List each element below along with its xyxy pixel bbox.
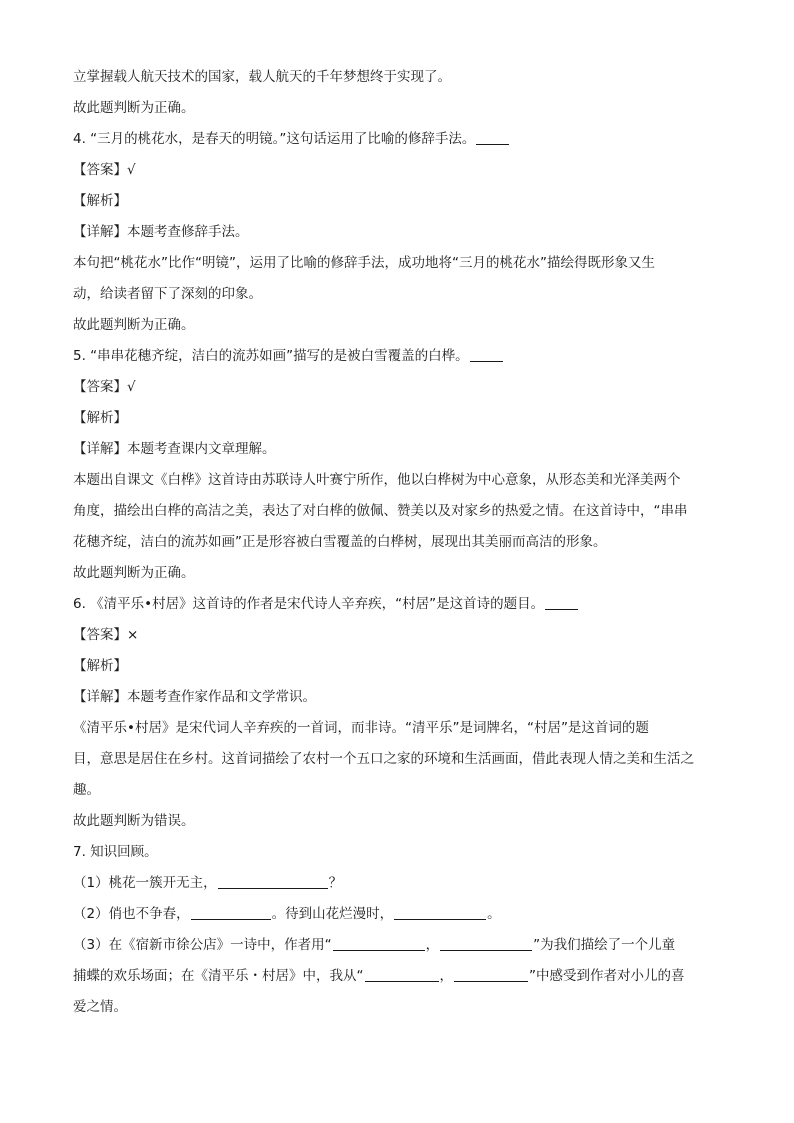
q4-question-text: 4. “三月的桃花水，是春天的明镜。”这句话运用了比喻的修辞手法。 [73, 131, 476, 147]
q6-answer [73, 620, 723, 651]
q5-explain-2: 角度，描绘出白桦的高洁之美，表达了对白桦的倣佩、赞美以及对家乡的热爱之情。在这首诗中，“串串 [73, 503, 688, 519]
q7-item-3-text-c: ”为我们描绘了一个儿童 [533, 937, 676, 953]
q7-item-3-blank-4 [454, 967, 528, 982]
q7-item-2-text-a: （2）俏也不争春， [73, 906, 190, 922]
q4-answer-label: 【答案】 [73, 162, 127, 178]
q5-explain-3: 花穗齐绽，洁白的流苏如画”正是形容被白雪覆盖的白桦树，展现出其美丽而高洁的形象。 [73, 534, 607, 550]
q6-conclusion: 故此题判断为错误。 [73, 813, 195, 829]
q7-item-3-line-2 [73, 961, 723, 992]
q7-item-3-line-1 [73, 930, 723, 961]
intro-conclusion: 故此题判断为正确。 [73, 100, 195, 116]
q7-item-3-blank-1 [333, 936, 425, 951]
q7-item-3-text-a: （3）在《宿新市徐公店》一诗中，作者用“ [73, 937, 332, 953]
q5-explain-1: 本题出自课文《白桦》这首诗由苏联诗人叶赛宁所作，他以白桦树为中心意象，从形态美和光泽美两个 [73, 472, 681, 488]
q5-answer-value: √ [127, 379, 136, 395]
q6-answer-value: × [127, 627, 139, 643]
q5-answer-blank [470, 347, 503, 362]
q6-analysis-label: 【解析】 [73, 658, 127, 674]
q7-item-3-line-3: 爱之情。 [73, 999, 127, 1015]
q6-detail-label: 【详解】 [73, 689, 127, 705]
q7-item-2 [73, 899, 723, 930]
q6-question-text: 6. 《清平乐•村居》这首诗的作者是宋代诗人辛弃疾，“村居”是这首诗的题目。 [73, 596, 545, 612]
q4-analysis-label: 【解析】 [73, 193, 127, 209]
q4-conclusion: 故此题判断为正确。 [73, 317, 195, 333]
q6-explain-3: 趣。 [73, 782, 100, 798]
q5-answer-label: 【答案】 [73, 379, 127, 395]
q7-item-2-text-b: 。待到山花烂漫时， [271, 906, 394, 922]
q4-answer-value: √ [127, 162, 136, 178]
q4-explain-1: 本句把“桃花水”比作“明镜”，运用了比喻的修辞手法，成功地将“三月的桃花水”描绘得既形象又生 [73, 255, 655, 271]
q7-item-3-text-f: ”中感受到作者对小儿的喜 [529, 968, 685, 984]
q6-question [73, 589, 723, 620]
q7-item-2-blank-2 [394, 905, 486, 920]
q7-item-2-text-c: 。 [487, 906, 501, 922]
q7-item-1-text-a: （1）桃花一簇开无主， [73, 875, 217, 891]
q5-question-text: 5. “串串花穗齐绽，洁白的流苏如画”描写的是被白雪覆盖的白桦。 [73, 348, 469, 364]
q4-detail-text: 本题考查修辞手法。 [127, 224, 249, 240]
q5-conclusion: 故此题判断为正确。 [73, 565, 195, 581]
q6-detail-text: 本题考查作家作品和文学常识。 [127, 689, 316, 705]
q6-answer-label: 【答案】 [73, 627, 127, 643]
q7-item-1-text-b: ？ [328, 875, 343, 891]
q4-answer [73, 155, 723, 186]
q7-item-3-blank-3 [365, 967, 439, 982]
q6-explain-2: 目，意思是居住在乡村。这首词描绘了农村一个五口之家的环境和生活画面，借此表现人情之美和生活之 [73, 751, 694, 767]
q4-detail-label: 【详解】 [73, 224, 127, 240]
q5-question [73, 341, 723, 372]
q5-detail-text: 本题考查课内文章理解。 [127, 441, 276, 457]
q6-explain-1: 《清平乐•村居》是宋代词人辛弃疾的一首词，而非诗。“清平乐”是词牌名，“村居”是这首词的题 [73, 720, 649, 736]
q7-title: 7. 知识回顾。 [73, 844, 158, 860]
q7-item-3-text-d: 捕蝶的欢乐场面；在《清平乐・村居》中，我从“ [73, 968, 364, 984]
q6-answer-blank [545, 595, 578, 610]
q7-item-3-text-e: ， [439, 968, 453, 984]
q7-item-2-blank-1 [191, 905, 271, 920]
q5-detail [73, 434, 723, 465]
q4-answer-blank [476, 130, 509, 145]
q7-item-1-blank [218, 874, 328, 889]
q7-item-3-blank-2 [440, 936, 532, 951]
q5-answer [73, 372, 723, 403]
q5-detail-label: 【详解】 [73, 441, 127, 457]
q6-detail [73, 682, 723, 713]
q7-item-3-text-b: ， [425, 937, 440, 953]
q4-explain-2: 动，给读者留下了深刻的印象。 [73, 286, 262, 302]
q5-analysis-label: 【解析】 [73, 410, 127, 426]
q4-question [73, 124, 723, 155]
document-page [73, 62, 723, 1023]
q7-item-1 [73, 868, 723, 899]
q4-detail [73, 217, 723, 248]
intro-line: 立掌握载人航天技术的国家，载人航天的千年梦想终于实现了。 [73, 69, 451, 85]
